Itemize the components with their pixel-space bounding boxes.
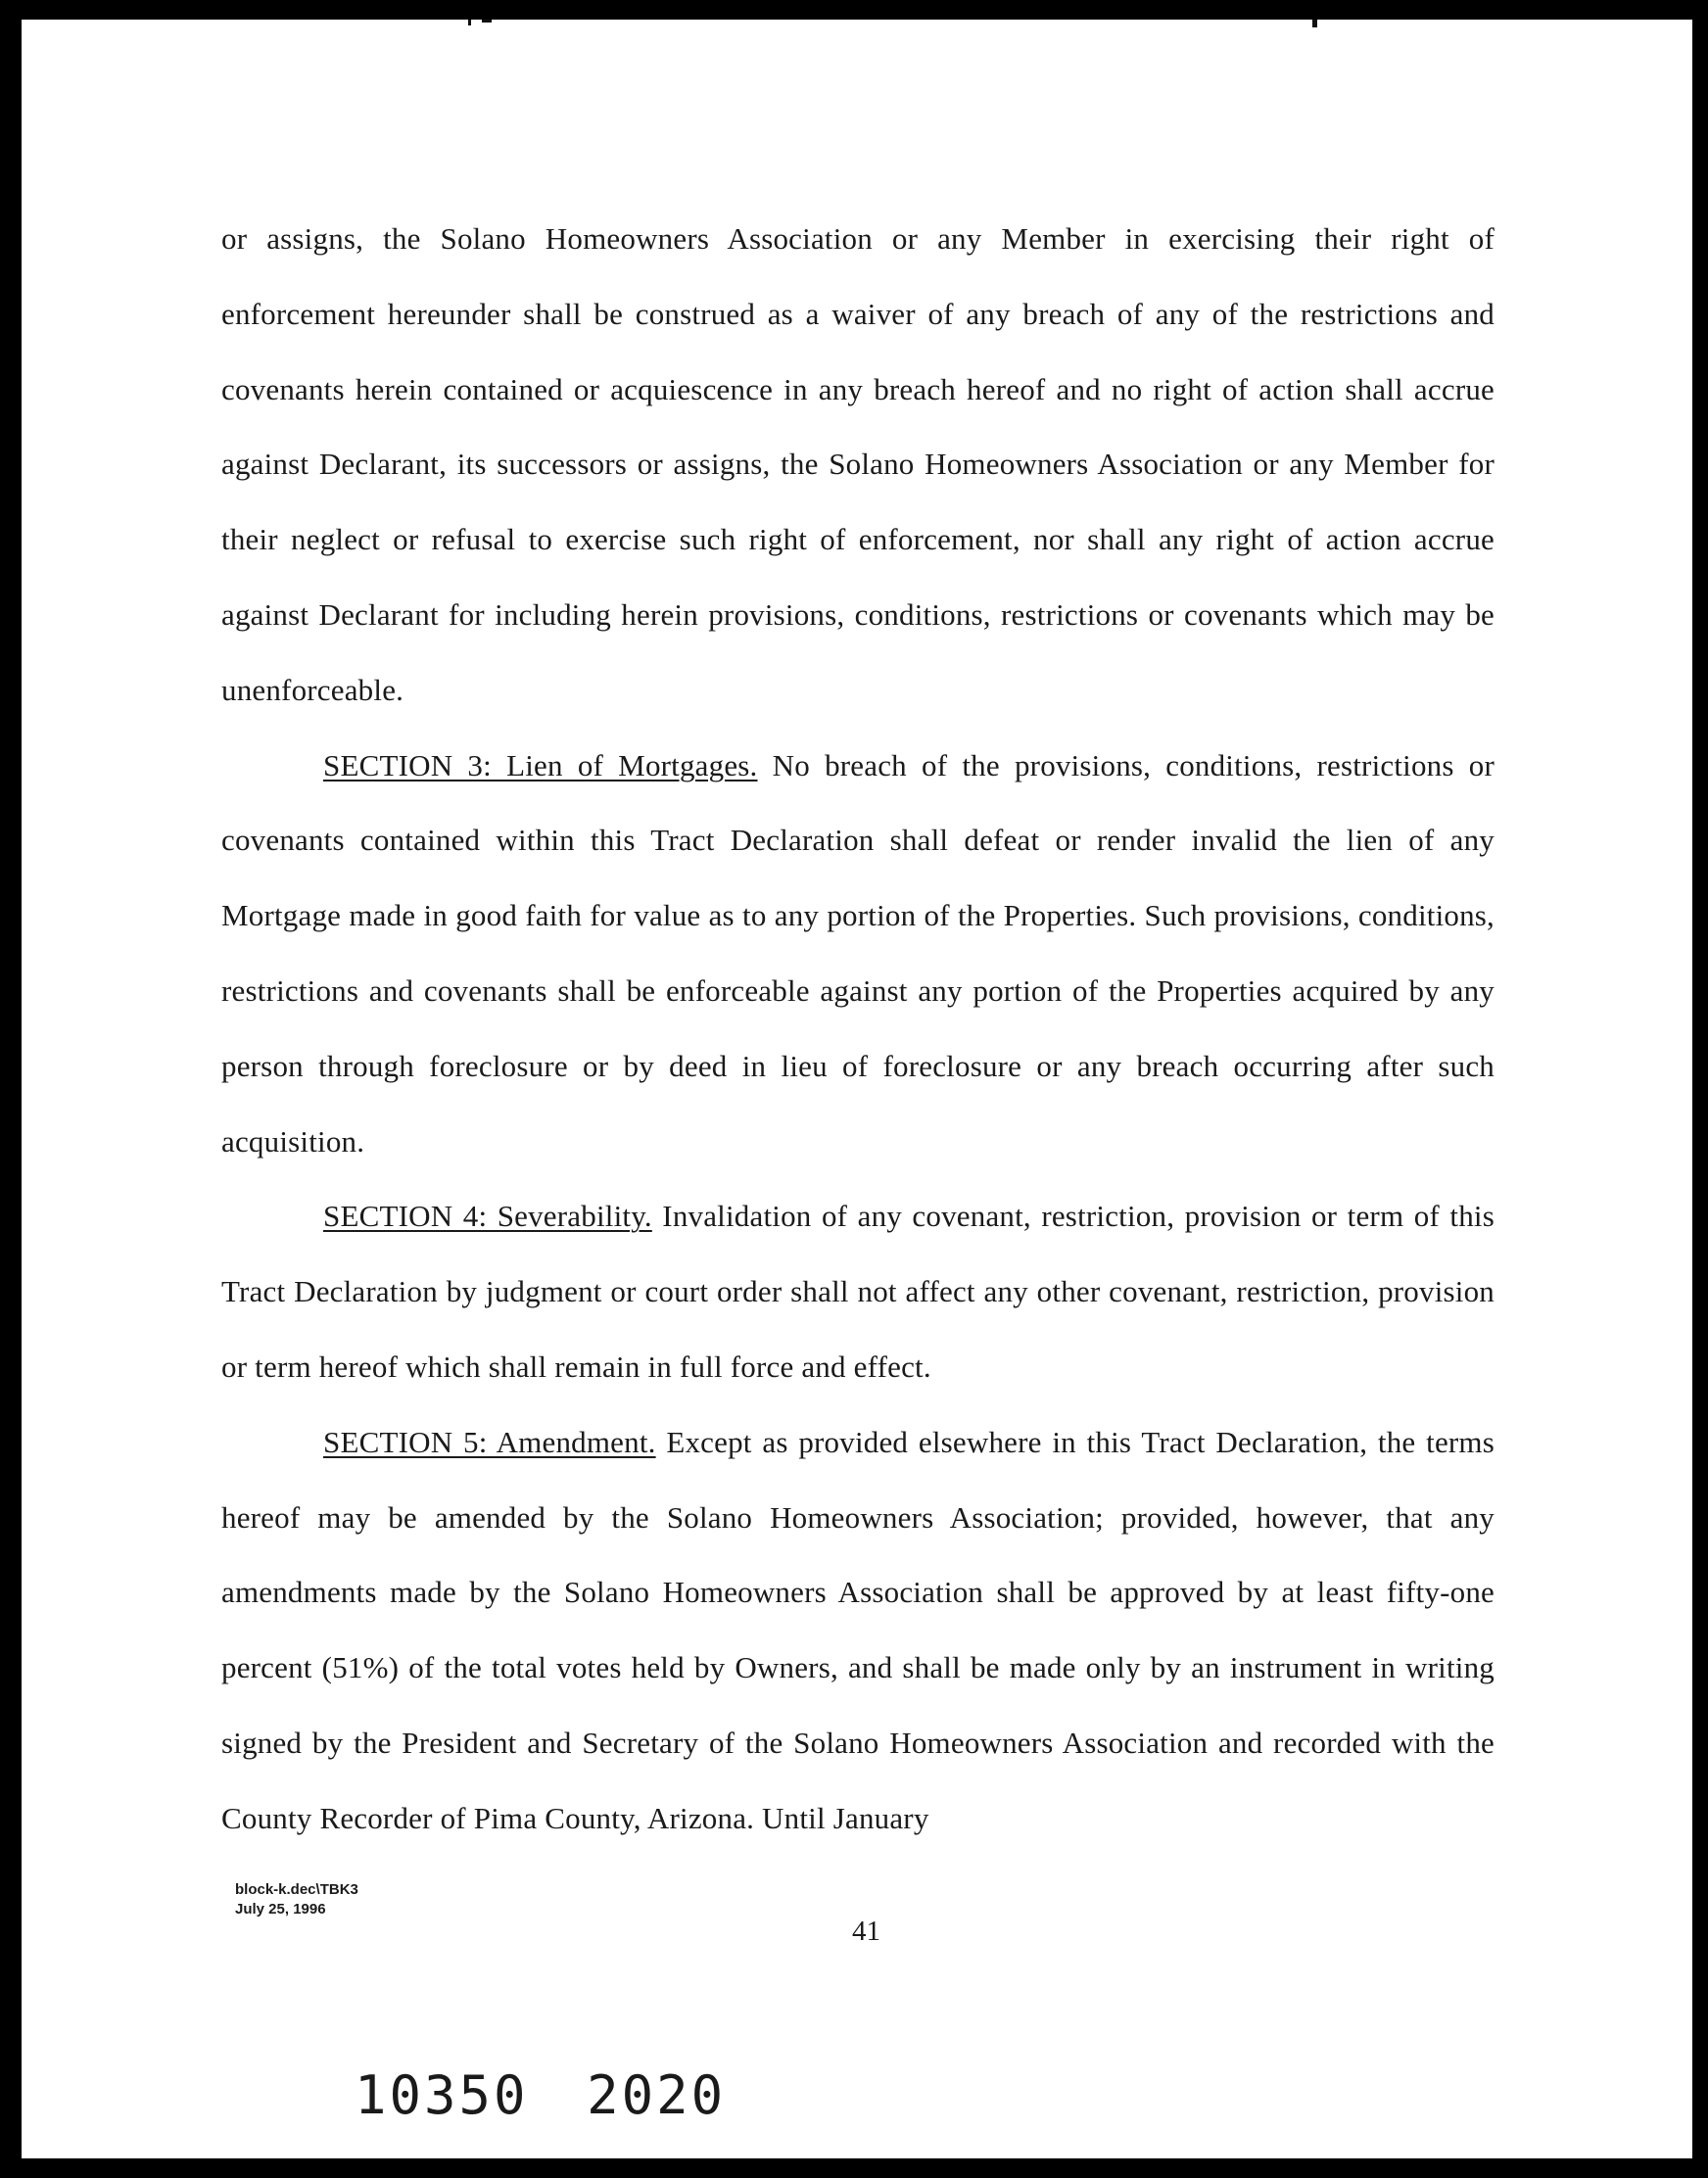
recording-stamp-number: 10350 2020 <box>355 2064 727 2126</box>
scan-artifact-top <box>482 20 492 23</box>
footer-reference <box>235 1880 358 1919</box>
paragraph-section-5 <box>221 1405 1494 1857</box>
paragraph-text: or assigns, the Solano Homeowners Association or any Member in exercising their right of enforcement hereunder shall be construed as a waiver of any breach of any of the restrictions and covenants herein contained or acquiescence in any breach hereof and no right of action shall accrue against Declarant, its successors or assigns, the Solano Homeowners Association or any Member for their neglect or refusal to exercise such right of enforcement, nor shall any right of action accrue against Declarant for including herein provisions, conditions, restrictions or covenants which may be unenforceable. <box>221 221 1494 707</box>
paragraph-continuation <box>221 202 1494 729</box>
paragraph-section-4 <box>221 1179 1494 1404</box>
paragraph-section-3 <box>221 729 1494 1180</box>
footer-date: July 25, 1996 <box>235 1901 326 1918</box>
paragraph-text: No breach of the provisions, conditions, restrictions or covenants contained within this Tract Declaration shall defeat or render invalid the lien of any Mortgage made in good faith for value as to any portion of the Properties. Such provisions, conditions, restrictions and covenants shall be enforceable against any portion of the Properties acquired by any person through foreclosure or by deed in lieu of foreclosure or any breach occurring after such acquisition. <box>221 747 1494 1159</box>
paragraph-text: Invalidation of any covenant, restriction, provision or term of this Tract Declaration by judgment or court order shall not affect any other covenant, restriction, provision or term hereof which shall remain in full force and effect. <box>221 1199 1494 1384</box>
page-number: 41 <box>852 1916 880 1947</box>
document-page <box>22 20 1692 2158</box>
scan-artifact-top-right <box>1312 20 1317 27</box>
section-5-heading: SECTION 5: Amendment. <box>323 1424 656 1459</box>
section-4-heading: SECTION 4: Severability. <box>323 1199 652 1234</box>
paragraph-text: Except as provided elsewhere in this Tract Declaration, the terms hereof may be amended by the Solano Homeowners Association; provided, however, that any amendments made by the Solano Homeowners Association shall be approved by at least fifty-one percent (51%) of the total votes held by Owners, and shall be made only by an instrument in writing signed by the President and Secretary of the Solano Homeowners Association and recorded with the County Recorder of Pima County, Arizona. Until January <box>221 1424 1495 1835</box>
scan-artifact-top <box>468 20 471 25</box>
section-3-heading: SECTION 3: Lien of Mortgages. <box>323 747 758 782</box>
document-body <box>221 202 1494 1857</box>
footer-file-ref: block-k.dec\TBK3 <box>235 1881 358 1898</box>
